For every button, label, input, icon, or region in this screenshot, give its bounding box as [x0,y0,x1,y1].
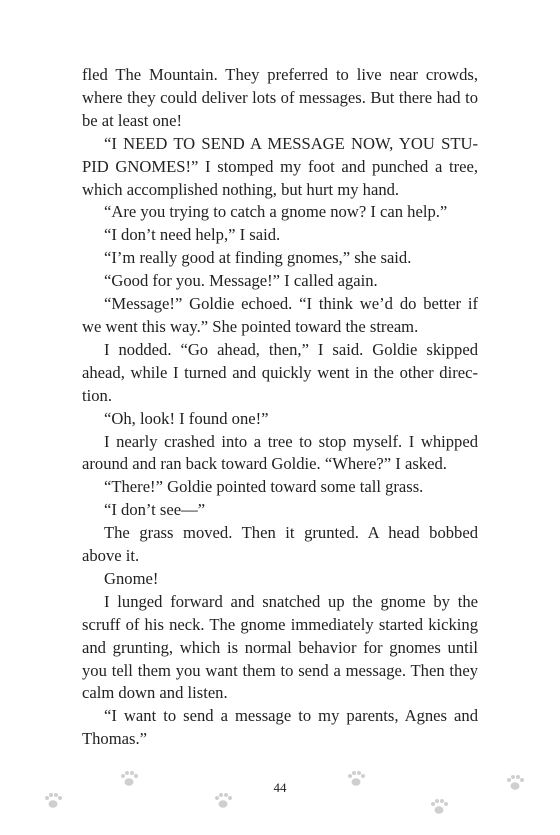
paragraph: “Good for you. Message!” I called again. [104,271,378,291]
paragraph: fled The Mountain. They preferred to live near crowds, where they could deliver lots of messages. But there had to be at least one! [82,65,478,130]
paragraph: “Are you trying to catch a gnome now? I can help.” [104,202,448,222]
paw-print-icon [428,796,450,818]
paragraph: I lunged forward and snatched up the gnome by the scruff of his neck. The gnome immediately started kicking and grunting, which is normal behavior for gnomes until you tell them you want them to send a message. Then they calm down and listen. [82,591,478,703]
paragraph: “I NEED TO SEND A MESSAGE NOW, YOU STUPID GNOMES!” I stomped my foot and punched a tree, which accomplished nothing, but hurt my hand. [82,133,478,199]
paragraph: “There!” Goldie pointed toward some tall grass. [104,477,424,497]
paragraph: “Message!” Goldie echoed. “I think we’d do better if we went this way.” She pointed toward the stream. [82,294,478,336]
paragraph: The grass moved. Then it grunted. A head bobbed above it. [82,523,478,566]
paragraph: “I don’t see—” [104,500,206,520]
body-text [82,64,478,751]
paragraph: “Oh, look! I found one!” [104,408,269,428]
paragraph: I nearly crashed into a tree to stop myself. I whipped around and ran back toward Goldie. “Where?” I asked. [82,431,478,474]
paragraph: “I don’t need help,” I said. [104,225,281,245]
paragraph: “I want to send a message to my parents, Agnes and Thomas.” [82,706,478,749]
paragraph: “I’m really good at finding gnomes,” she said. [104,248,412,268]
paragraph: I nodded. “Go ahead, then,” I said. Goldie skipped ahead, while I turned and quickly went in the other direction. [82,339,478,405]
paragraph: Gnome! [104,568,159,588]
page-number: 44 [273,780,287,795]
